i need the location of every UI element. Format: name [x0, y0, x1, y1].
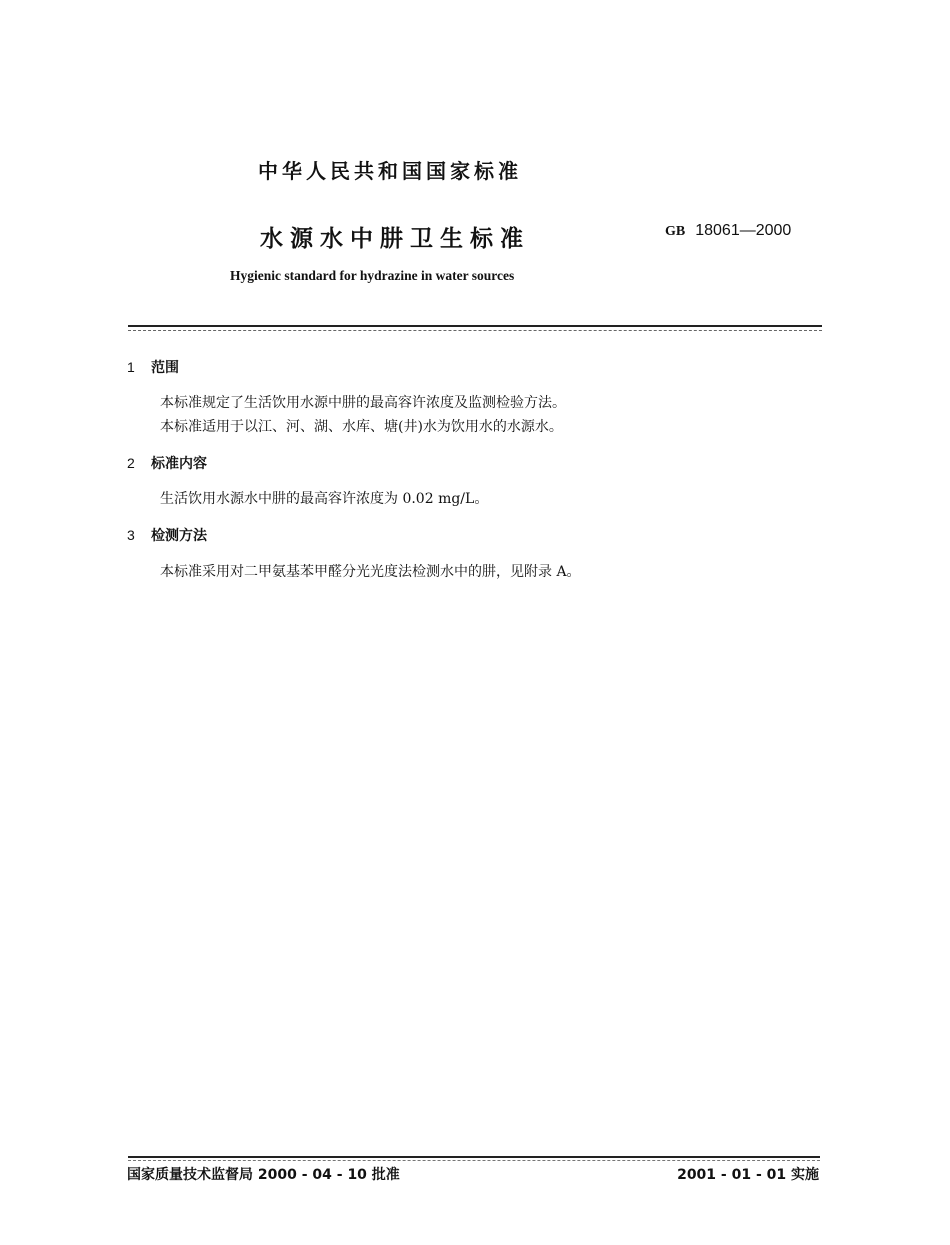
section-title: 范围 — [151, 360, 179, 376]
section-number: 1 — [127, 359, 135, 375]
approval-date: 国家质量技术监督局 2000 - 04 - 10 批准 — [127, 1167, 400, 1183]
section-number: 2 — [127, 455, 135, 471]
national-standard-heading: 中华人民共和国国家标准 — [258, 159, 522, 183]
standard-code — [665, 220, 791, 240]
section-title: 标准内容 — [151, 456, 207, 472]
document-title: 水源水中肼卫生标准 — [260, 226, 530, 252]
standard-code-number: 18061—2000 — [695, 222, 792, 239]
implementation-date: 2001 - 01 - 01 实施 — [677, 1167, 819, 1183]
section-1-heading — [127, 357, 179, 377]
footer-divider-secondary — [128, 1160, 820, 1161]
section-3-heading — [127, 525, 207, 545]
section-title: 检测方法 — [151, 528, 207, 544]
standard-code-prefix: GB — [665, 224, 686, 239]
section-1-paragraph-1: 本标准规定了生活饮用水源中肼的最高容许浓度及监测检验方法。 — [160, 395, 566, 411]
english-title: Hygienic standard for hydrazine in water sources — [230, 268, 515, 283]
header-divider-secondary — [128, 330, 822, 331]
section-2-heading — [127, 453, 207, 473]
header-divider — [128, 325, 822, 327]
section-3-paragraph-1: 本标准采用对二甲氨基苯甲醛分光光度法检测水中的肼，见附录 A。 — [160, 564, 581, 580]
section-1-paragraph-2: 本标准适用于以江、河、湖、水库、塘(井)水为饮用水的水源水。 — [160, 419, 563, 435]
footer-divider — [128, 1156, 820, 1158]
section-number: 3 — [127, 527, 135, 543]
section-2-paragraph-1: 生活饮用水源水中肼的最高容许浓度为 0.02 mg/L。 — [160, 491, 489, 507]
